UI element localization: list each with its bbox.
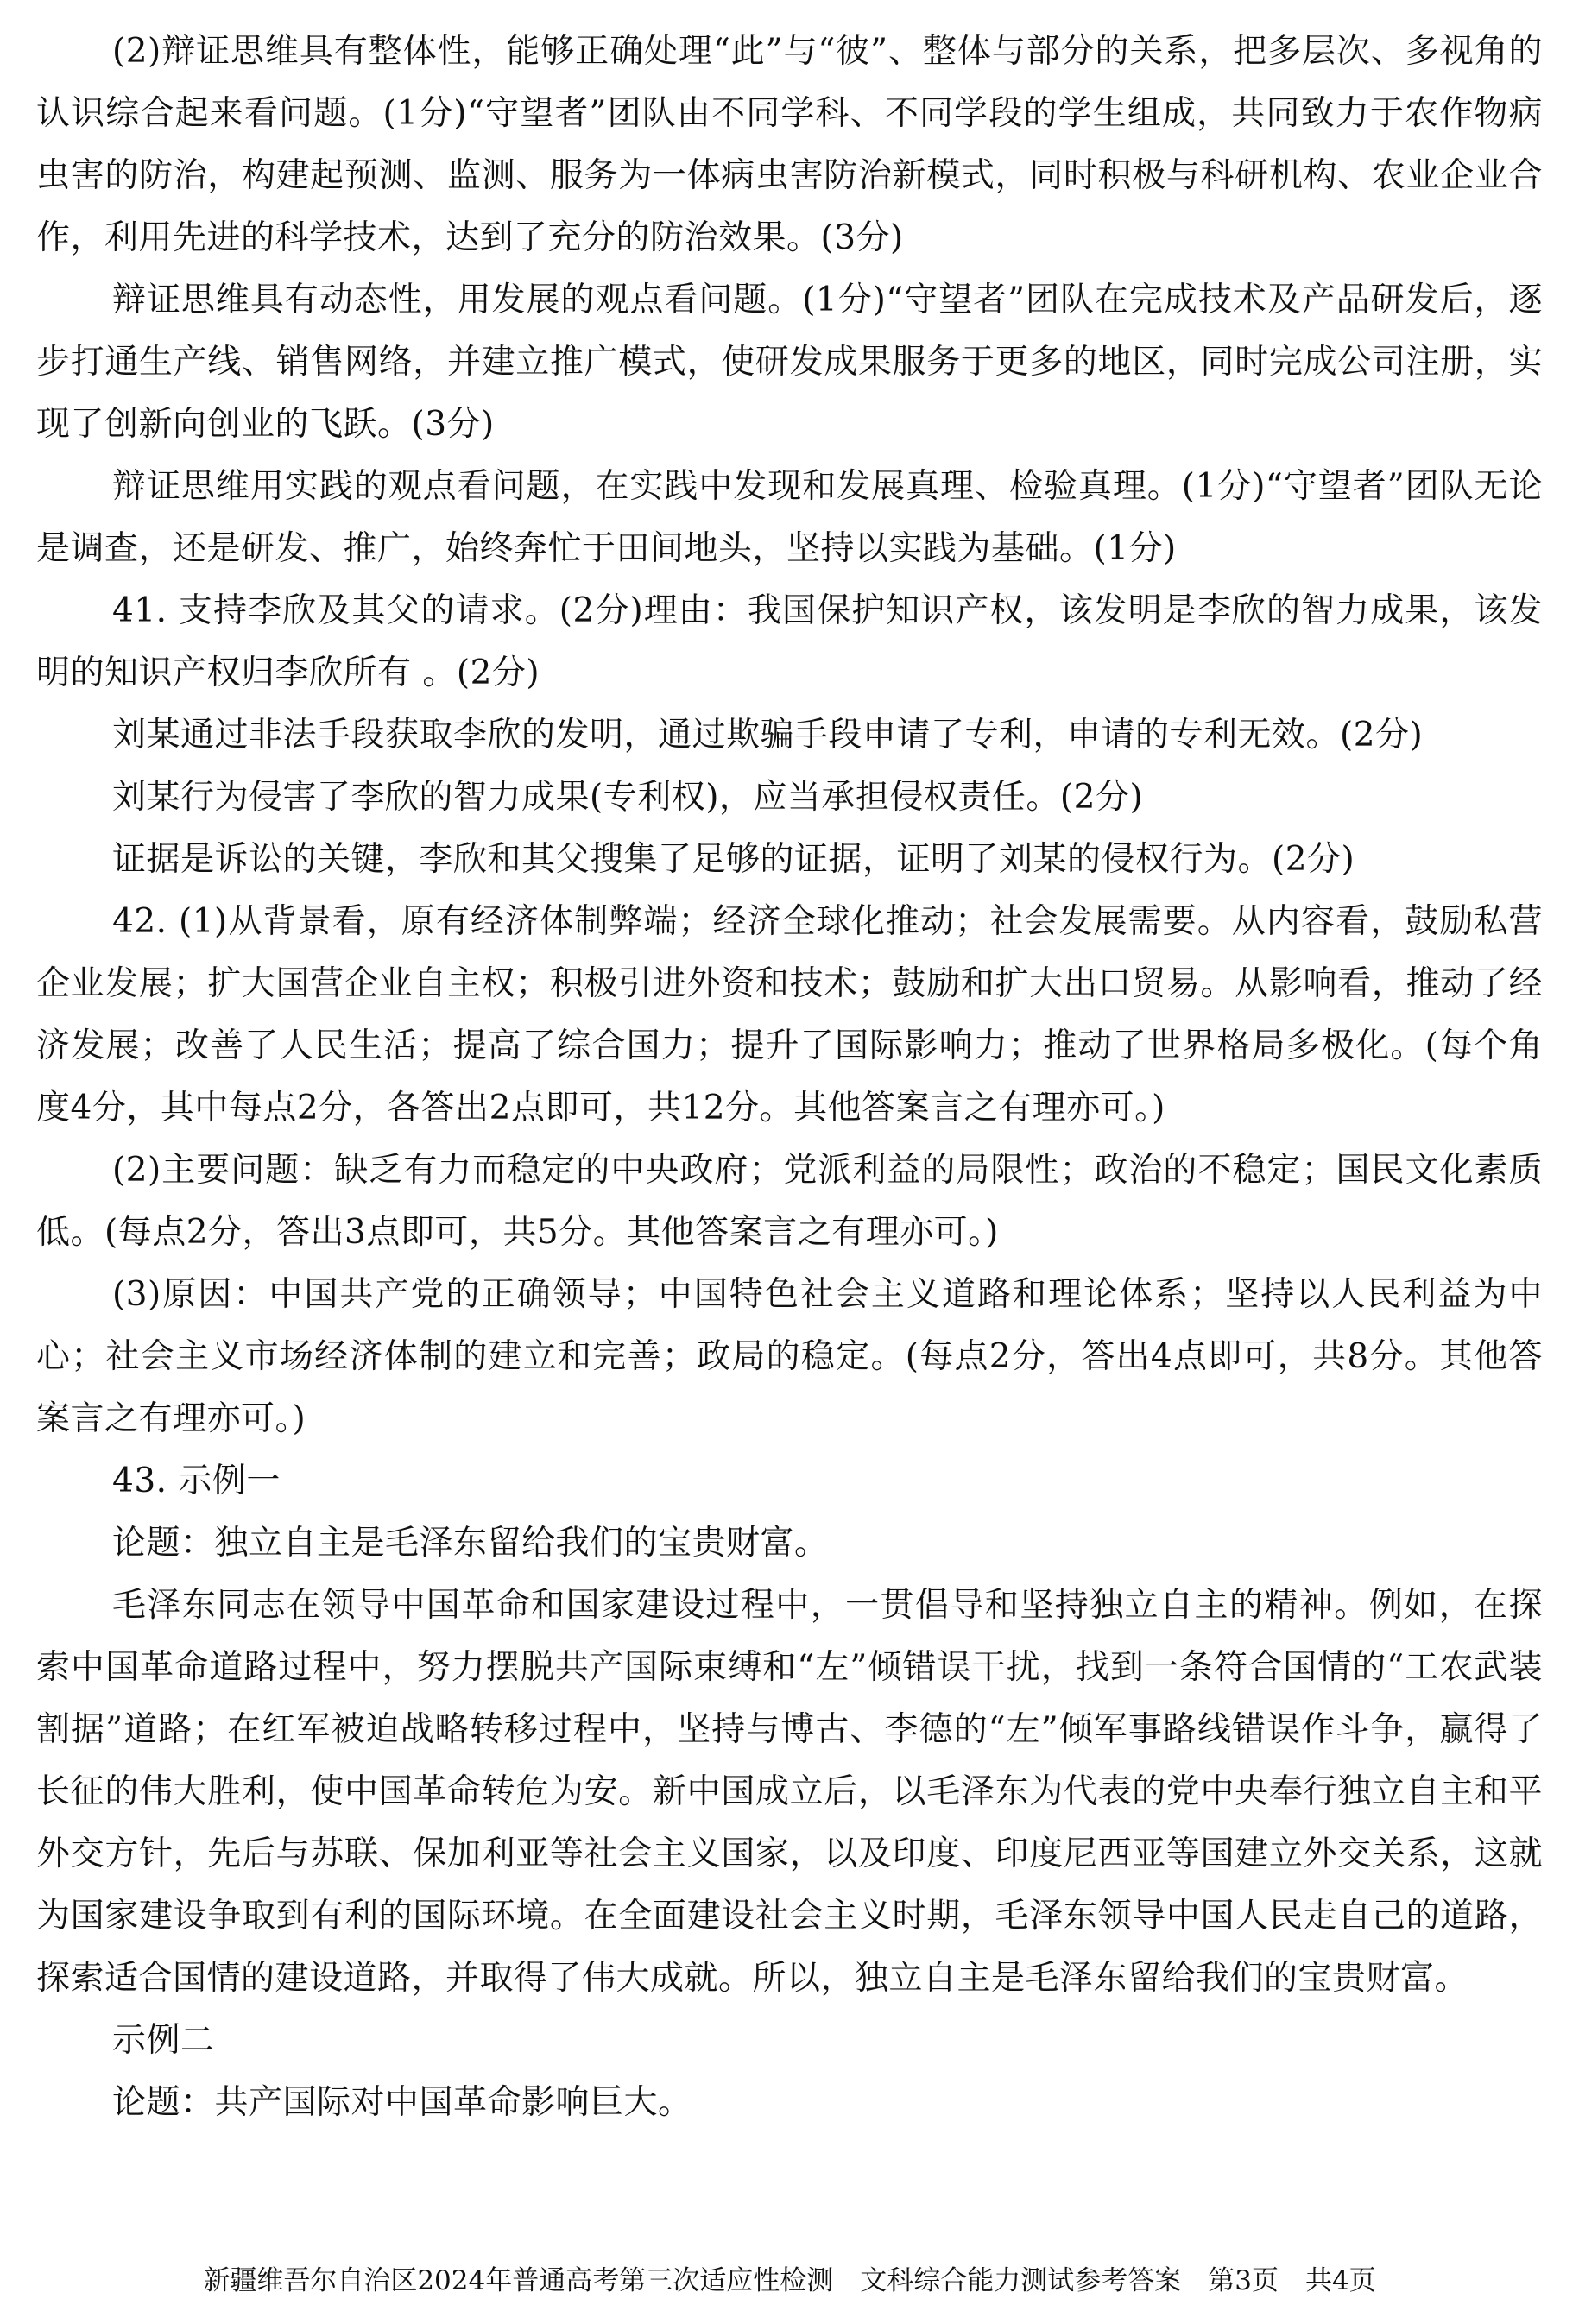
paragraph-q43-example1-thesis: 论题：独立自主是毛泽东留给我们的宝贵财富。 bbox=[112, 1524, 829, 1563]
paragraph-dialectic-dynamic: 辩证思维具有动态性，用发展的观点看问题。(1分)“守望者”团队在完成技术及产品研发后，逐步打通生产线、销售网络，并建立推广模式，使研发成果服务于更多的地区，同时完成公司注册，实现了创新向创业的飞跃。(3分) bbox=[36, 281, 1543, 444]
paragraph-q41-support: 41. 支持李欣及其父的请求。(2分)理由：我国保护知识产权，该发明是李欣的智力成果，该发明的知识产权归李欣所有 。(2分) bbox=[36, 591, 1543, 692]
paragraph-dialectic-holistic: (2)辩证思维具有整体性，能够正确处理“此”与“彼”、整体与部分的关系，把多层次、多视角的认识综合起来看问题。(1分)“守望者”团队由不同学科、不同学段的学生组成，共同致力于农作物病虫害的防治，构建起预测、监测、服务为一体病虫害防治新模式，同时积极与科研机构、农业企业合作，利用先进的科学技术，达到了充分的防治效果。(3分) bbox=[36, 32, 1543, 257]
paragraph-q42-part2: (2)主要问题：缺乏有力而稳定的中央政府；党派利益的局限性；政治的不稳定；国民文化素质低。(每点2分，答出3点即可，共5分。其他答案言之有理亦可。) bbox=[36, 1151, 1543, 1252]
paragraph-dialectic-practice: 辩证思维用实践的观点看问题，在实践中发现和发展真理、检验真理。(1分)“守望者”团队无论是调查，还是研发、推广，始终奔忙于田间地头，坚持以实践为基础。(1分) bbox=[36, 467, 1543, 568]
paragraph-q42-part1: 42. (1)从背景看，原有经济体制弊端；经济全球化推动；社会发展需要。从内容看，鼓励私营企业发展；扩大国营企业自主权；积极引进外资和技术；鼓励和扩大出口贸易。从影响看，推动了经济发展；改善了人民生活；提高了综合国力；提升了国际影响力；推动了世界格局多极化。(每个角度4分，其中每点2分，各答出2点即可，共12分。其他答案言之有理亦可。) bbox=[36, 902, 1543, 1127]
paragraph-q41-evidence: 证据是诉讼的关键，李欣和其父搜集了足够的证据，证明了刘某的侵权行为。(2分) bbox=[112, 840, 1355, 879]
paragraph-q43-example1-body: 毛泽东同志在领导中国革命和国家建设过程中，一贯倡导和坚持独立自主的精神。例如，在探索中国革命道路过程中，努力摆脱共产国际束缚和“左”倾错误干扰，找到一条符合国情的“工农武装割据”道路；在红军被迫战略转移过程中，坚持与博古、李德的“左”倾军事路线错误作斗争，赢得了长征的伟大胜利，使中国革命转危为安。新中国成立后，以毛泽东为代表的党中央奉行独立自主和平外交方针，先后与苏联、保加利亚等社会主义国家，以及印度、印度尼西亚等国建立外交关系，这就为国家建设争取到有利的国际环境。在全面建设社会主义时期，毛泽东领导中国人民走自己的道路，探索适合国情的建设道路，并取得了伟大成就。所以，独立自主是毛泽东留给我们的宝贵财富。 bbox=[36, 1586, 1543, 1998]
paragraph-q41-patent-invalid: 刘某通过非法手段获取李欣的发明，通过欺骗手段申请了专利，申请的专利无效。(2分) bbox=[112, 716, 1424, 755]
paragraph-q43-example2-heading: 示例二 bbox=[112, 2021, 215, 2060]
paragraph-q41-infringement: 刘某行为侵害了李欣的智力成果(专利权)，应当承担侵权责任。(2分) bbox=[112, 778, 1144, 817]
page-footer: 新疆维吾尔自治区2024年普通高考第三次适应性检测 文科综合能力测试参考答案 第3页 共4页 bbox=[203, 2265, 1376, 2296]
paragraph-q42-part3: (3)原因：中国共产党的正确领导；中国特色社会主义道路和理论体系；坚持以人民利益为中心；社会主义市场经济体制的建立和完善；政局的稳定。(每点2分，答出4点即可，共8分。其他答案言之有理亦可。) bbox=[36, 1275, 1543, 1438]
answer-content bbox=[36, 21, 1543, 2134]
paragraph-q43-example1-heading: 43. 示例一 bbox=[112, 1462, 281, 1500]
paragraph-q43-example2-thesis: 论题：共产国际对中国革命影响巨大。 bbox=[112, 2083, 692, 2122]
